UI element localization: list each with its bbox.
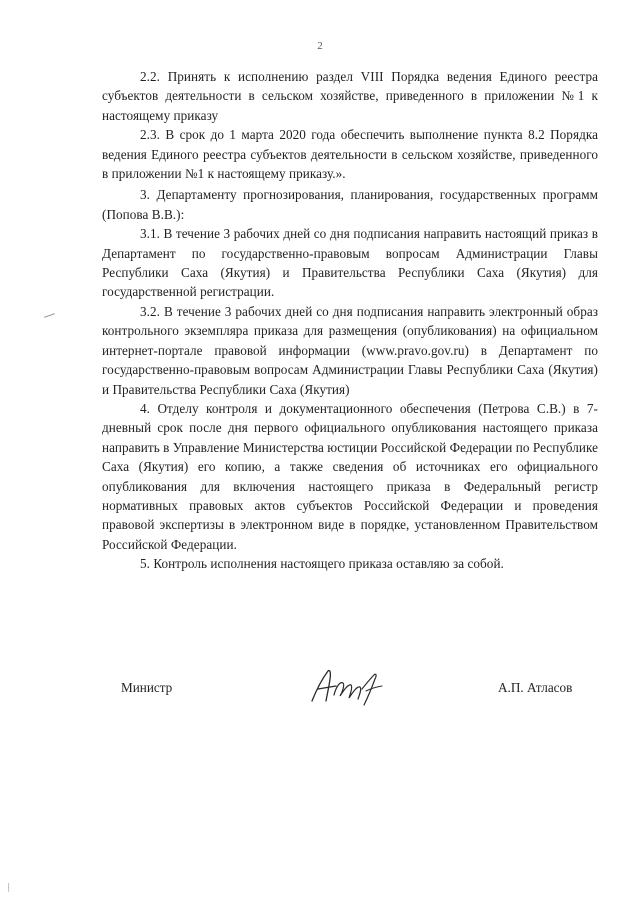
paragraph-2-2: 2.2. Принять к исполнению раздел VIII Порядка ведения Единого реестра субъектов деятельности в сельском хозяйстве, приведенного в приложении №1 к настоящему приказу [102, 69, 598, 123]
paragraph-3-2: 3.2. В течение 3 рабочих дней со дня подписания направить электронный образ контрольного экземпляра приказа для размещения (опубликования) на официальном интернет-портале правовой информации (www.pravo.gov.ru) в Департамент по государственно-правовым вопросам Администрации Главы Республики Саха (Якутия) и Правительства Республики Саха (Якутия) [102, 303, 598, 397]
signature-block [0, 665, 640, 705]
signatory-position: Министр [121, 680, 173, 695]
handwritten-signature [306, 665, 386, 707]
margin-mark [44, 313, 55, 318]
signatory-name: А.П. Атласов [498, 680, 573, 695]
order-body [102, 67, 598, 574]
edge-mark: ╷ ╵ [6, 878, 12, 897]
page-number: 2 [317, 40, 323, 52]
paragraph-4: 4. Отделу контроля и документационного обеспечения (Петрова С.В.) в 7-дневный срок после дня первого официального опубликования настоящего приказа направить в Управление Министерства юстиции Российской Федерации по Республике Саха (Якутия) его копию, а также сведения об источниках его официального опубликования для включения настоящего приказа в Федеральный регистр нормативных правовых актов субъектов Российской Федерации и проведения правовой экспертизы в электронном виде в порядке, установленном Правительством Российской Федерации. [102, 400, 598, 552]
paragraph-3-1: 3.1. В течение 3 рабочих дней со дня подписания направить настоящий приказ в Департамент по государственно-правовым вопросам Администрации Главы Республики Саха (Якутия) и Правительства Республики Саха (Якутия) для государственной регистрации. [102, 226, 598, 300]
paragraph-5: 5. Контроль исполнения настоящего приказа оставляю за собой. [140, 556, 504, 572]
paragraph-2-3: 2.3. В срок до 1 марта 2020 года обеспечить выполнение пункта 8.2 Порядка ведения Единого реестра субъектов деятельности в сельском хозяйстве, приведенного в приложении №1 к настоящему приказу.». [102, 127, 598, 182]
paragraph-3: 3. Департаменту прогнозирования, планирования, государственных программ (Попова В.В.): [102, 187, 598, 222]
